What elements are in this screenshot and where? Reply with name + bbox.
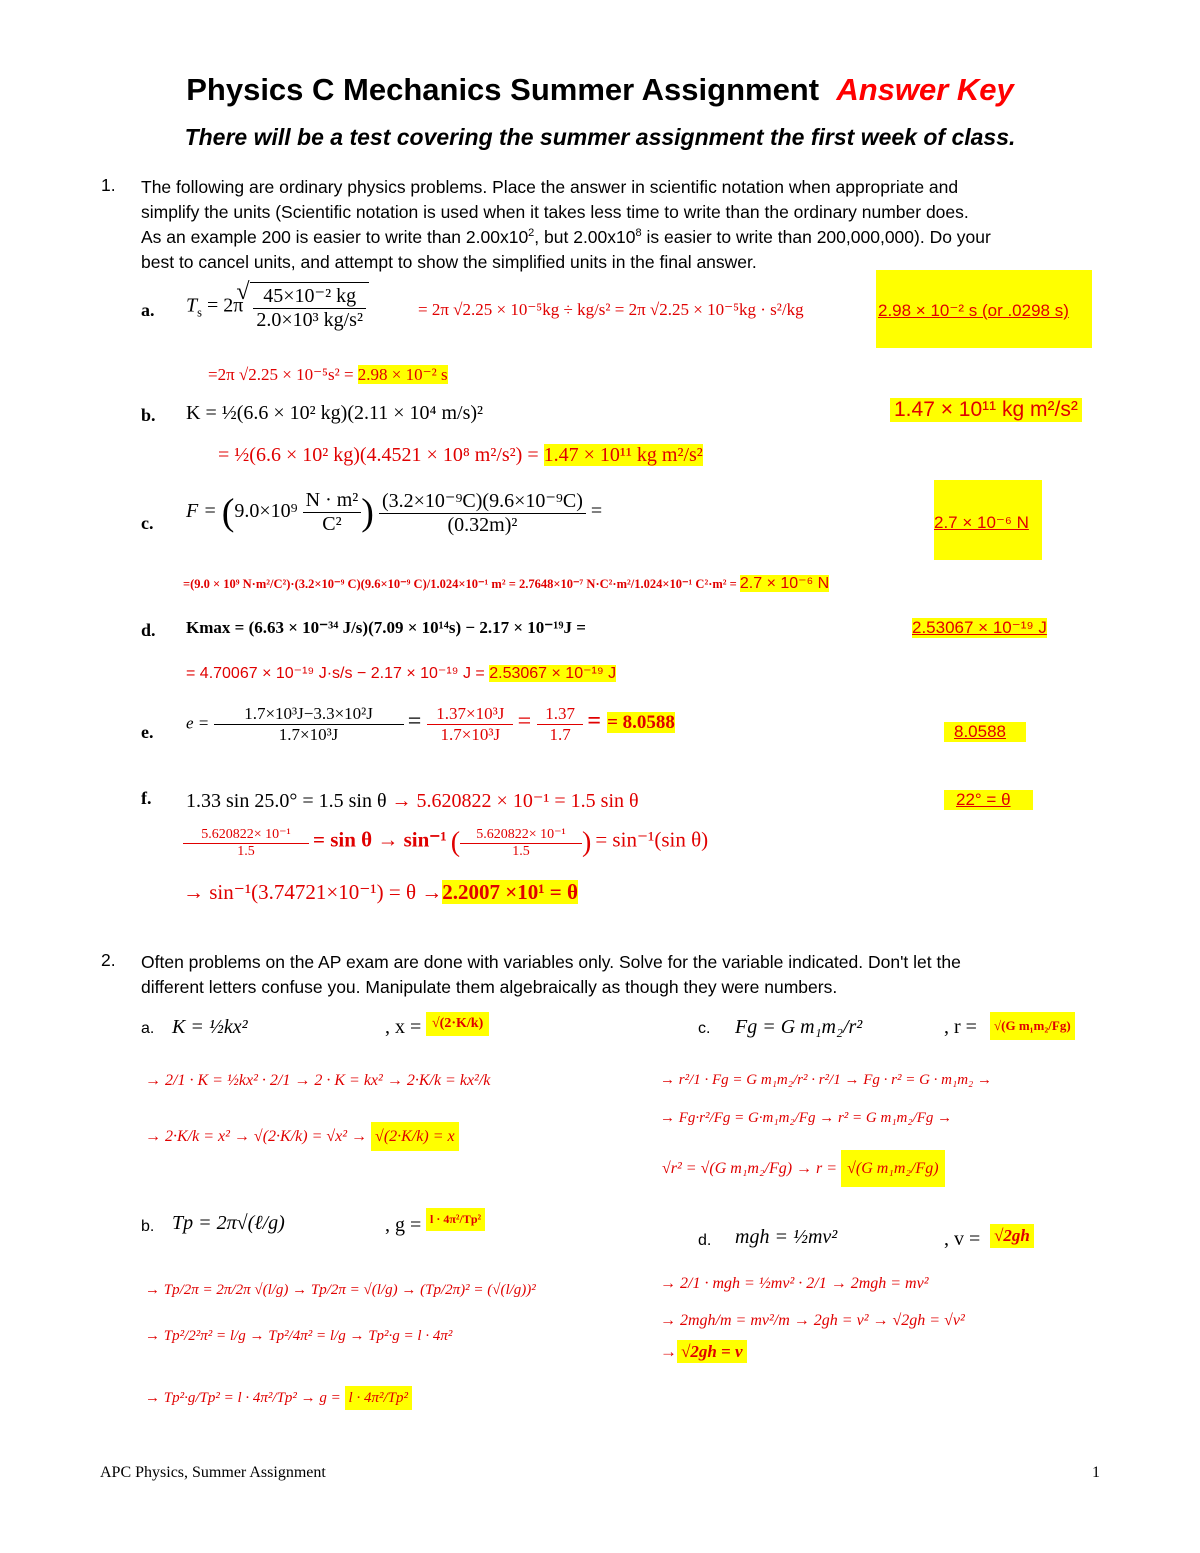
q1-intro-line1: The following are ordinary physics problems. Place the answer in scientific notation when appropriate and xyxy=(141,177,959,197)
q1a-label: a. xyxy=(141,300,155,320)
q2a-step1: → 2/1 · K = ½kx² · 2/1 → 2 · K = kx² → 2·K/k = kx²/k xyxy=(145,1072,491,1089)
q2b-answer: l · 4π²/Tp² xyxy=(426,1208,485,1231)
footer-page-number: 1 xyxy=(1092,1464,1100,1481)
q2-intro-line1: Often problems on the AP exam are done with variables only. Solve for the variable indicated. Don't let the xyxy=(141,952,961,972)
q1-intro-line3: As an example 200 is easier to write than $2.00x10^2$, but $2.00x10^8$ is easier to write than 200,000,000). Do your xyxy=(141,227,991,247)
q1a-expression: $T_s = 2\pi$ √ $\frac{\text{45×10⁻² kg}}{\text{2.0×10³ kg/s²}}$ xyxy=(186,282,369,332)
q1c-step1-answer: 2.7 × 10⁻⁶ N xyxy=(739,575,830,592)
q2c-label: c. xyxy=(698,1020,711,1037)
q2b-step3-answer: l · 4π²/Tp² xyxy=(345,1386,412,1410)
q1f-step3: → sin⁻¹(3.74721×10⁻¹) = θ →2.2007 ×10¹ = θ xyxy=(183,880,578,904)
q2d-step2: → 2mgh/m = mv²/m → 2gh = v² → √2gh = √v² xyxy=(660,1312,965,1329)
q2c-step2: → Fg·r²/Fg = G·m₁m₂/Fg → r² = G m₁m₂/Fg → xyxy=(660,1110,953,1126)
title-answer-key: Answer Key xyxy=(836,72,1014,107)
q2b-solve: , g = xyxy=(385,1214,422,1236)
q1e-label: e. xyxy=(141,722,154,742)
q1c-step1: =(9.0 × 10⁹ N·m²/C²)·(3.2×10⁻⁹ C)(9.6×10⁻⁹ C)/1.024×10⁻¹ m² = 2.7648×10⁻⁷ N·C²·m²/1.024×10⁻¹ C²·m² = 2.7 × 10⁻⁶ N xyxy=(183,575,830,592)
q1f-step1: → 5.620822 × 10⁻¹ = 1.5 sin θ xyxy=(391,790,639,812)
q1d-answer: 2.53067 × 10⁻¹⁹ J xyxy=(912,618,1047,637)
q1f-answer: 22° = θ xyxy=(944,790,1033,810)
q1a-step2-answer: 2.98 × 10⁻² s xyxy=(357,365,448,384)
q1-intro xyxy=(141,175,991,275)
q2d-step1: → 2/1 · mgh = ½mv² · 2/1 → 2mgh = mv² xyxy=(660,1275,929,1292)
q2a-label: a. xyxy=(141,1020,155,1037)
page-subtitle: There will be a test covering the summer assignment the first week of class. xyxy=(184,124,1016,150)
q2c-answer: √(G m₁m₂/Fg) xyxy=(990,1012,1075,1040)
q2b-step3: → Tp²·g/Tp² = l · 4π²/Tp² → g = l · 4π²/Tp² xyxy=(145,1390,412,1407)
footer-course: APC Physics, Summer Assignment xyxy=(100,1464,326,1481)
q1f-step2: $\frac{\text{5.620822× 10⁻¹}}{1.5}$ = sin θ → sin⁻¹ ( $\frac{\text{5.620822× 10⁻¹}}{1.5}$ ) = sin⁻¹(sin θ) xyxy=(183,826,708,860)
q2d-step3-answer: √2gh = v xyxy=(677,1340,747,1363)
q2d-solve: , v = xyxy=(944,1228,981,1250)
q1c-expression: F = (9.0×10⁹ $\frac{\text{N · m²}}{\text{C²}}$ ) $\frac{\text{(3.2×10⁻⁹C)(9.6×10⁻⁹C)}}{\text{(0.32m)²}}$ = xyxy=(186,489,603,536)
q2b-step1: → Tp/2π = 2π/2π √(l/g) → Tp/2π = √(l/g) → (Tp/2π)² = (√(l/g))² xyxy=(145,1282,536,1298)
q1c-label: c. xyxy=(141,513,154,533)
q1c-answer: 2.7 × 10⁻⁶ N xyxy=(934,513,1029,532)
q2c-step3: √r² = √(G m₁m₂/Fg) → r = √(G m₁m₂/Fg) xyxy=(662,1160,945,1178)
q2a-step2-answer: √(2·K/k) = x xyxy=(371,1122,459,1151)
q2b-label: b. xyxy=(141,1218,155,1235)
q1a-answer: 2.98 × 10⁻² s (or .0298 s) xyxy=(878,301,1069,320)
q1b-step1: = ½(6.6 × 10² kg)(4.4521 × 10⁸ m²/s²) = 1.47 × 10¹¹ kg m²/s² xyxy=(218,444,703,466)
q2c-solve: , r = xyxy=(944,1016,977,1038)
q2d-label: d. xyxy=(698,1232,712,1249)
q2-intro-line2: different letters confuse you. Manipulate them algebraically as though they were numbers. xyxy=(141,977,838,997)
q2b-step2: → Tp²/2²π² = l/g → Tp²/4π² = l/g → Tp²·g = l · 4π² xyxy=(145,1328,453,1344)
q2a-expression: K = ½kx² xyxy=(172,1016,248,1038)
q1b-expression: K = ½(6.6 × 10² kg)(2.11 × 10⁴ m/s)² xyxy=(186,402,484,424)
q1e-result: = 8.0588 xyxy=(607,712,675,734)
q2-number: 2. xyxy=(101,950,116,970)
q1a-numerator: √ 45×10⁻² kg xyxy=(253,283,366,309)
q1-number: 1. xyxy=(101,175,116,195)
q1-intro-line4: best to cancel units, and attempt to show the simplified units in the final answer. xyxy=(141,252,757,272)
q2c-step3-answer: √(G m₁m₂/Fg) xyxy=(841,1150,944,1187)
q2a-step2: → 2·K/k = x² → √(2·K/k) = √x² → √(2·K/k) = x xyxy=(145,1128,459,1146)
q2d-step3: → √2gh = v xyxy=(660,1342,747,1362)
q1-intro-line2: simplify the units (Scientific notation is used when it takes less time to write than the ordinary number does. xyxy=(141,202,969,222)
q1b-label: b. xyxy=(141,405,156,425)
q1a-step2: =2π √2.25 × 10⁻⁵s² = 2.98 × 10⁻² s xyxy=(208,365,448,384)
q1d-label: d. xyxy=(141,620,156,640)
q2c-expression: Fg = G m₁m₂/r² xyxy=(735,1016,863,1038)
title-text: Physics C Mechanics Summer Assignment xyxy=(186,72,820,107)
q2d-answer: √2gh xyxy=(990,1224,1034,1248)
q1e-answer: 8.0588 xyxy=(944,722,1026,742)
q2-intro xyxy=(141,950,961,1000)
page-title xyxy=(0,72,1200,108)
q1d-step1-answer: 2.53067 × 10⁻¹⁹ J xyxy=(489,665,617,682)
q2a-answer: √(2·K/k) xyxy=(426,1012,489,1036)
q1a-denominator: 2.0×10³ kg/s² xyxy=(256,309,363,331)
q1a-step1: = 2π √2.25 × 10⁻⁵kg ÷ kg/s² = 2π √2.25 × 10⁻⁵kg · s²/kg xyxy=(418,300,804,319)
q2a-solve: , x = xyxy=(385,1016,422,1038)
q2d-expression: mgh = ½mv² xyxy=(735,1226,838,1248)
q1d-step1: = 4.70067 × 10⁻¹⁹ J·s/s − 2.17 × 10⁻¹⁹ J = 2.53067 × 10⁻¹⁹ J xyxy=(186,665,617,682)
q2c-step1: → r²/1 · Fg = G m₁m₂/r² · r²/1 → Fg · r² = G · m₁m₂ → xyxy=(660,1072,993,1088)
q1b-step1-answer: 1.47 × 10¹¹ kg m²/s² xyxy=(543,444,703,466)
q1f-expression: 1.33 sin 25.0° = 1.5 sin θ → 5.620822 × 10⁻¹ = 1.5 sin θ xyxy=(186,790,639,812)
q1d-expression: Kmax = (6.63 × 10⁻³⁴ J/s)(7.09 × 10¹⁴s) − 2.17 × 10⁻¹⁹J = xyxy=(186,618,586,637)
q1f-label: f. xyxy=(141,788,152,808)
q1e-expression: e = $\frac{\text{1.7×10³J−3.3×10²J}}{\text{1.7×10³J}}$ = $\frac{\text{1.37×10³J}}{\text{1.7×10³J}}$ = $\frac{1.37}{1.7}$ = = 8.0588 xyxy=(186,704,675,744)
q2b-expression: Tp = 2π√(ℓ/g) xyxy=(172,1212,285,1234)
q1b-answer: 1.47 × 10¹¹ kg m²/s² xyxy=(890,398,1082,422)
q1f-step3-answer: 2.2007 ×10¹ = θ xyxy=(442,880,578,904)
